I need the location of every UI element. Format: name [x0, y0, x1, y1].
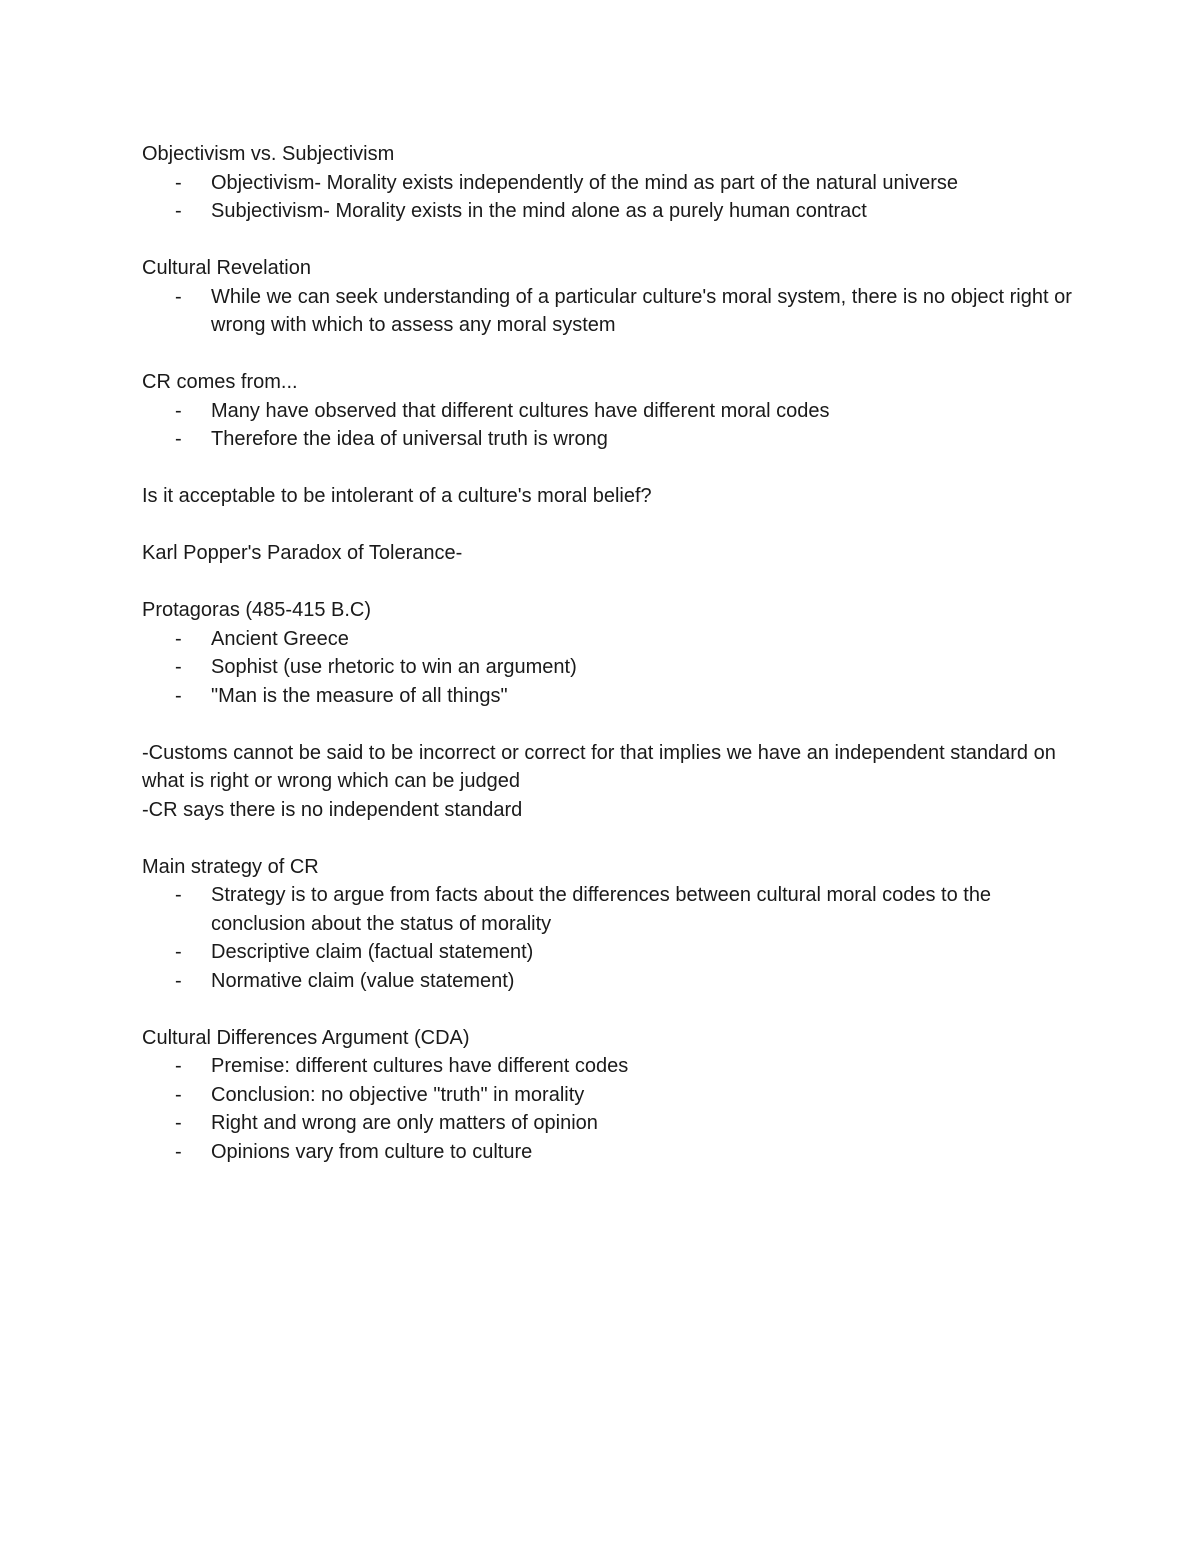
dash-bullet: - — [175, 1140, 182, 1163]
spacer — [142, 226, 1082, 255]
list-item-text: While we can seek understanding of a particular culture's moral system, there is no object right or wrong with which to assess any moral system — [211, 285, 1072, 336]
section-heading-popper-paradox: Karl Popper's Paradox of Tolerance- — [142, 542, 463, 564]
list-item — [142, 682, 1082, 711]
bullet-list-protagoras — [142, 625, 1082, 711]
dash-bullet: - — [175, 399, 182, 422]
list-item — [142, 1081, 1082, 1110]
list-item — [142, 169, 1082, 198]
list-item-text: Opinions vary from culture to culture — [211, 1140, 533, 1163]
paragraph-customs: -Customs cannot be said to be incorrect or correct for that implies we have an independent standard on what is right or wrong which can be judged — [142, 741, 1062, 792]
section-heading-protagoras: Protagoras (485-415 B.C) — [142, 599, 372, 621]
list-item-text: Premise: different cultures have different codes — [211, 1055, 629, 1077]
section-heading-intolerance-question: Is it acceptable to be intolerant of a culture's moral belief? — [142, 485, 652, 507]
paragraph-no-independent-standard: -CR says there is no independent standard — [142, 798, 523, 821]
dash-bullet: - — [175, 656, 182, 678]
dash-bullet: - — [175, 1055, 182, 1077]
list-item-text: Subjectivism- Morality exists in the mind alone as a purely human contract — [211, 200, 867, 222]
list-item-text: Objectivism- Morality exists independently of the mind as part of the natural universe — [211, 171, 959, 194]
bullet-list-objectivism — [142, 169, 1082, 226]
list-item — [142, 397, 1082, 426]
dash-bullet: - — [175, 200, 182, 222]
spacer — [142, 511, 1082, 540]
list-item-text: Conclusion: no objective "truth" in morality — [211, 1083, 585, 1106]
spacer — [142, 340, 1082, 369]
dash-bullet: - — [175, 1112, 182, 1134]
dash-bullet: - — [175, 171, 182, 194]
list-item — [142, 1052, 1082, 1081]
list-item — [142, 197, 1082, 226]
list-item-text: "Man is the measure of all things" — [211, 684, 508, 707]
list-item-text: Therefore the idea of universal truth is wrong — [211, 428, 608, 450]
list-item — [142, 425, 1082, 454]
list-item — [142, 967, 1082, 996]
dash-bullet: - — [175, 969, 182, 992]
list-item — [142, 625, 1082, 654]
list-item-text: Sophist (use rhetoric to win an argument) — [211, 656, 577, 678]
bullet-list-cultural-revelation — [142, 283, 1082, 340]
section-heading-cultural-revelation: Cultural Revelation — [142, 257, 311, 279]
spacer — [142, 710, 1082, 739]
section-heading-cr-comes-from: CR comes from... — [142, 371, 298, 393]
dash-bullet: - — [175, 285, 182, 308]
list-item — [142, 1138, 1082, 1167]
dash-bullet: - — [175, 627, 182, 650]
bullet-list-cr-comes-from — [142, 397, 1082, 454]
dash-bullet: - — [175, 428, 182, 450]
spacer — [142, 568, 1082, 597]
spacer — [142, 995, 1082, 1024]
list-item-text: Right and wrong are only matters of opinion — [211, 1112, 598, 1134]
section-heading-cda: Cultural Differences Argument (CDA) — [142, 1026, 470, 1049]
list-item — [142, 938, 1082, 967]
bullet-list-cda — [142, 1052, 1082, 1166]
spacer — [142, 824, 1082, 853]
list-item — [142, 881, 1082, 938]
dash-bullet: - — [175, 941, 182, 963]
list-item — [142, 1109, 1082, 1138]
list-item-text: Normative claim (value statement) — [211, 969, 515, 992]
dash-bullet: - — [175, 684, 182, 707]
list-item-text: Strategy is to argue from facts about the differences between cultural moral codes to the conclusion about the status of morality — [211, 884, 992, 935]
list-item — [142, 283, 1082, 340]
list-item-text: Descriptive claim (factual statement) — [211, 941, 534, 963]
dash-bullet: - — [175, 1083, 182, 1106]
spacer — [142, 454, 1082, 483]
section-heading-objectivism: Objectivism vs. Subjectivism — [142, 143, 395, 165]
section-heading-main-strategy: Main strategy of CR — [142, 855, 319, 878]
list-item-text: Ancient Greece — [211, 627, 349, 650]
bullet-list-main-strategy — [142, 881, 1082, 995]
list-item-text: Many have observed that different cultures have different moral codes — [211, 399, 830, 422]
list-item — [142, 653, 1082, 682]
document-body — [142, 140, 1082, 1166]
dash-bullet: - — [175, 884, 182, 906]
